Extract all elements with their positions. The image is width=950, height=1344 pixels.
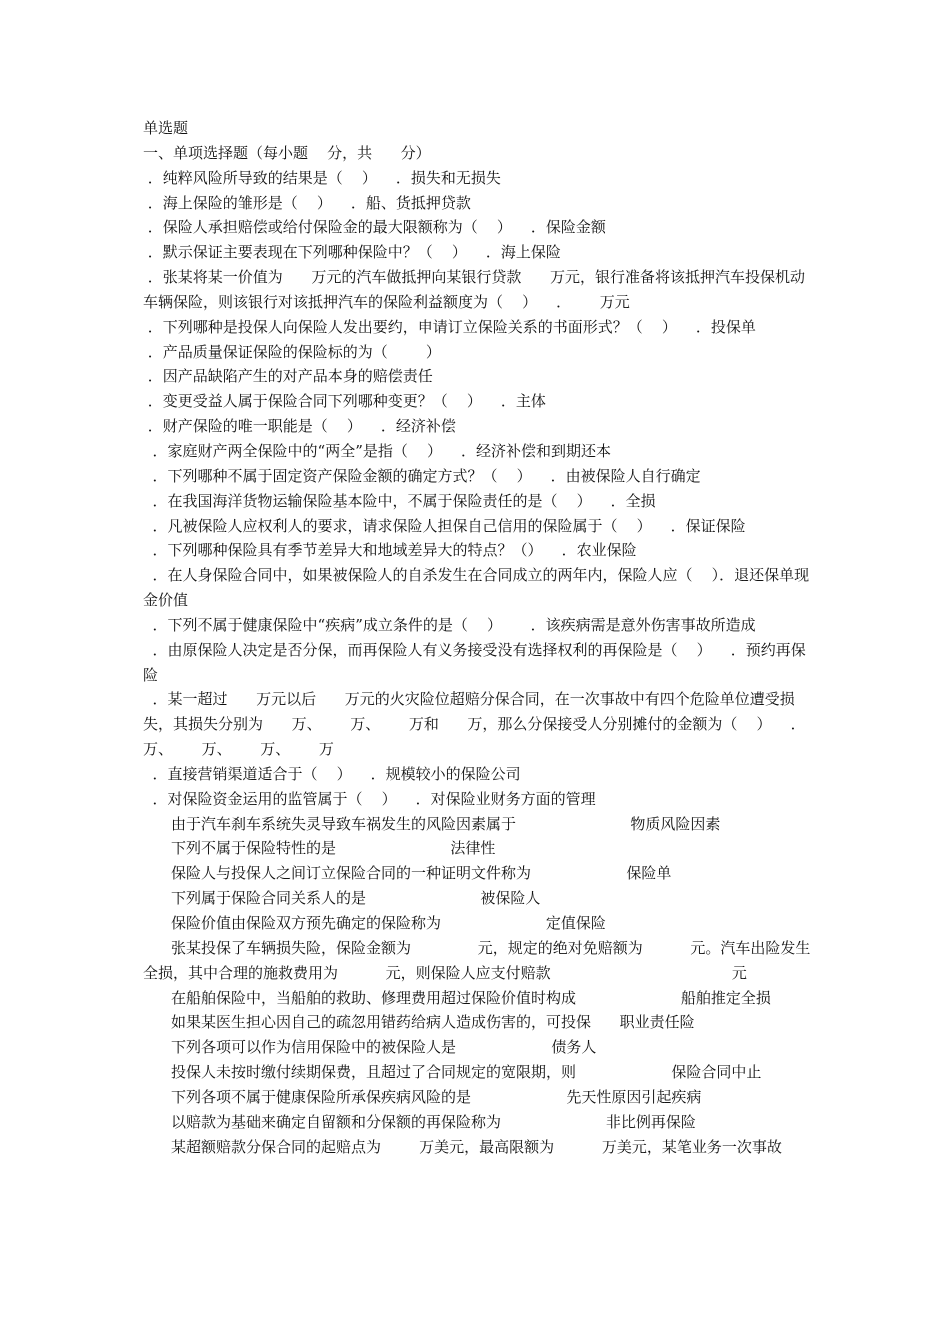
fill-question-8: 如果某医生担心因自己的疏忽用错药给病人造成伤害的，可投保 职业责任险 [171,1013,695,1032]
mc-question-19: ．直接营销渠道适合于（ ） ．规模较小的保险公司 [143,764,521,783]
mc-question-16: ．下列不属于健康保险中“疾病”成立条件的是（ ） ．该疾病需是意外伤害事故所造成 [143,615,756,634]
mc-question-4: ．默示保证主要表现在下列哪种保险中？（ ） ．海上保险 [143,243,561,262]
fill-question-10: 投保人未按时缴付续期保费，且超过了合同规定的宽限期，则 保险合同中止 [171,1063,762,1082]
mc-question-18: ．某一超过 万元以后 万元的火灾险位超赔分保合同，在一次事故中有四个危险单位遭受损失，其损失分别为 万、 万、 万和 万，那么分保接受人分别摊付的金额为（ ） ． 万、 万、 万、 万 [143,690,835,759]
fill-question-12: 以赔款为基础来确定自留额和分保额的再保险称为 非比例再保险 [171,1112,696,1131]
mc-question-3: ．保险人承担赔偿或给付保险金的最大限额称为（ ） ．保险金额 [143,218,606,237]
mc-question-9: ．财产保险的唯一职能是（ ） ．经济补偿 [143,417,456,436]
fill-question-2: 下列不属于保险特性的是 法律性 [171,839,496,858]
fill-question-9: 下列各项可以作为信用保险中的被保险人是 债务人 [171,1038,597,1057]
fill-question-6: 张某投保了车辆损失险，保险金额为 元，规定的绝对免赔额为 元。汽车出险发生全损，其中合理的施救费用为 元，则保险人应支付赔款 元 [143,938,811,982]
mc-question-17: ．由原保险人决定是否分保，而再保险人有义务接受没有选择权利的再保险是（ ） ．预约再保险 [143,640,806,684]
mc-question-10: ．家庭财产两全保险中的“两全”是指（ ） ．经济补偿和到期还本 [143,441,612,460]
fill-question-4: 下列属于保险合同关系人的是 被保险人 [171,889,541,908]
mc-question-2: ．海上保险的雏形是（ ） ．船、货抵押贷款 [143,193,471,212]
mc-question-12: ．在我国海洋货物运输保险基本险中，不属于保险责任的是（ ） ．全损 [143,491,656,510]
document-page [143,116,835,1159]
fill-question-11: 下列各项不属于健康保险所承保疾病风险的是 先天性原因引起疾病 [171,1087,702,1106]
section-title: 单选题 [143,119,189,137]
mc-question-1: ．纯粹风险所导致的结果是（ ） ．损失和无损失 [143,168,501,187]
mc-question-14: ．下列哪种保险具有季节差异大和地域差异大的特点？（） ．农业保险 [143,541,637,560]
question-heading: 一、单项选择题（每小题 分，共 分） [143,143,431,162]
mc-question-5: ．张某将某一价值为 万元的汽车做抵押向某银行贷款 万元，银行准备将该抵押汽车投保机动车辆保险，则该银行对该抵押汽车的保险利益额度为（ ） ． 万元 [143,268,806,311]
mc-question-15: ．在人身保险合同中，如果被保险人的自杀发生在合同成立的两年内，保险人应（ ）．退还保单现金价值 [143,566,810,610]
fill-question-3: 保险人与投保人之间订立保险合同的一种证明文件称为 保险单 [171,864,672,883]
fill-question-1: 由于汽车刹车系统失灵导致车祸发生的风险因素属于 物质风险因素 [171,814,721,833]
mc-question-8: ．变更受益人属于保险合同下列哪种变更？（ ） ．主体 [143,392,546,411]
mc-question-6: ．下列哪种是投保人向保险人发出要约，申请订立保险关系的书面形式？（ ） ．投保单 [143,317,756,336]
mc-question-20: ．对保险资金运用的监管属于（ ） ．对保险业财务方面的管理 [143,789,596,808]
mc-question-13: ．凡被保险人应权利人的要求，请求保险人担保自己信用的保险属于（ ） ．保证保险 [143,516,746,535]
mc-question-11: ．下列哪种不属于固定资产保险金额的确定方式？（ ） ．由被保险人自行确定 [143,466,701,485]
fill-question-5: 保险价值由保险双方预先确定的保险称为 定值保险 [171,914,606,932]
mc-question-7: ．产品质量保证保险的保险标的为（ ） [143,342,441,361]
mc-answer-7: ．因产品缺陷产生的对产品本身的赔偿责任 [143,367,433,386]
fill-question-7: 在船舶保险中，当船舶的救助、修理费用超过保险价值时构成 船舶推定全损 [171,988,771,1007]
fill-question-13: 某超额赔款分保合同的起赔点为 万美元，最高限额为 万美元，某笔业务一次事故 [171,1137,782,1156]
